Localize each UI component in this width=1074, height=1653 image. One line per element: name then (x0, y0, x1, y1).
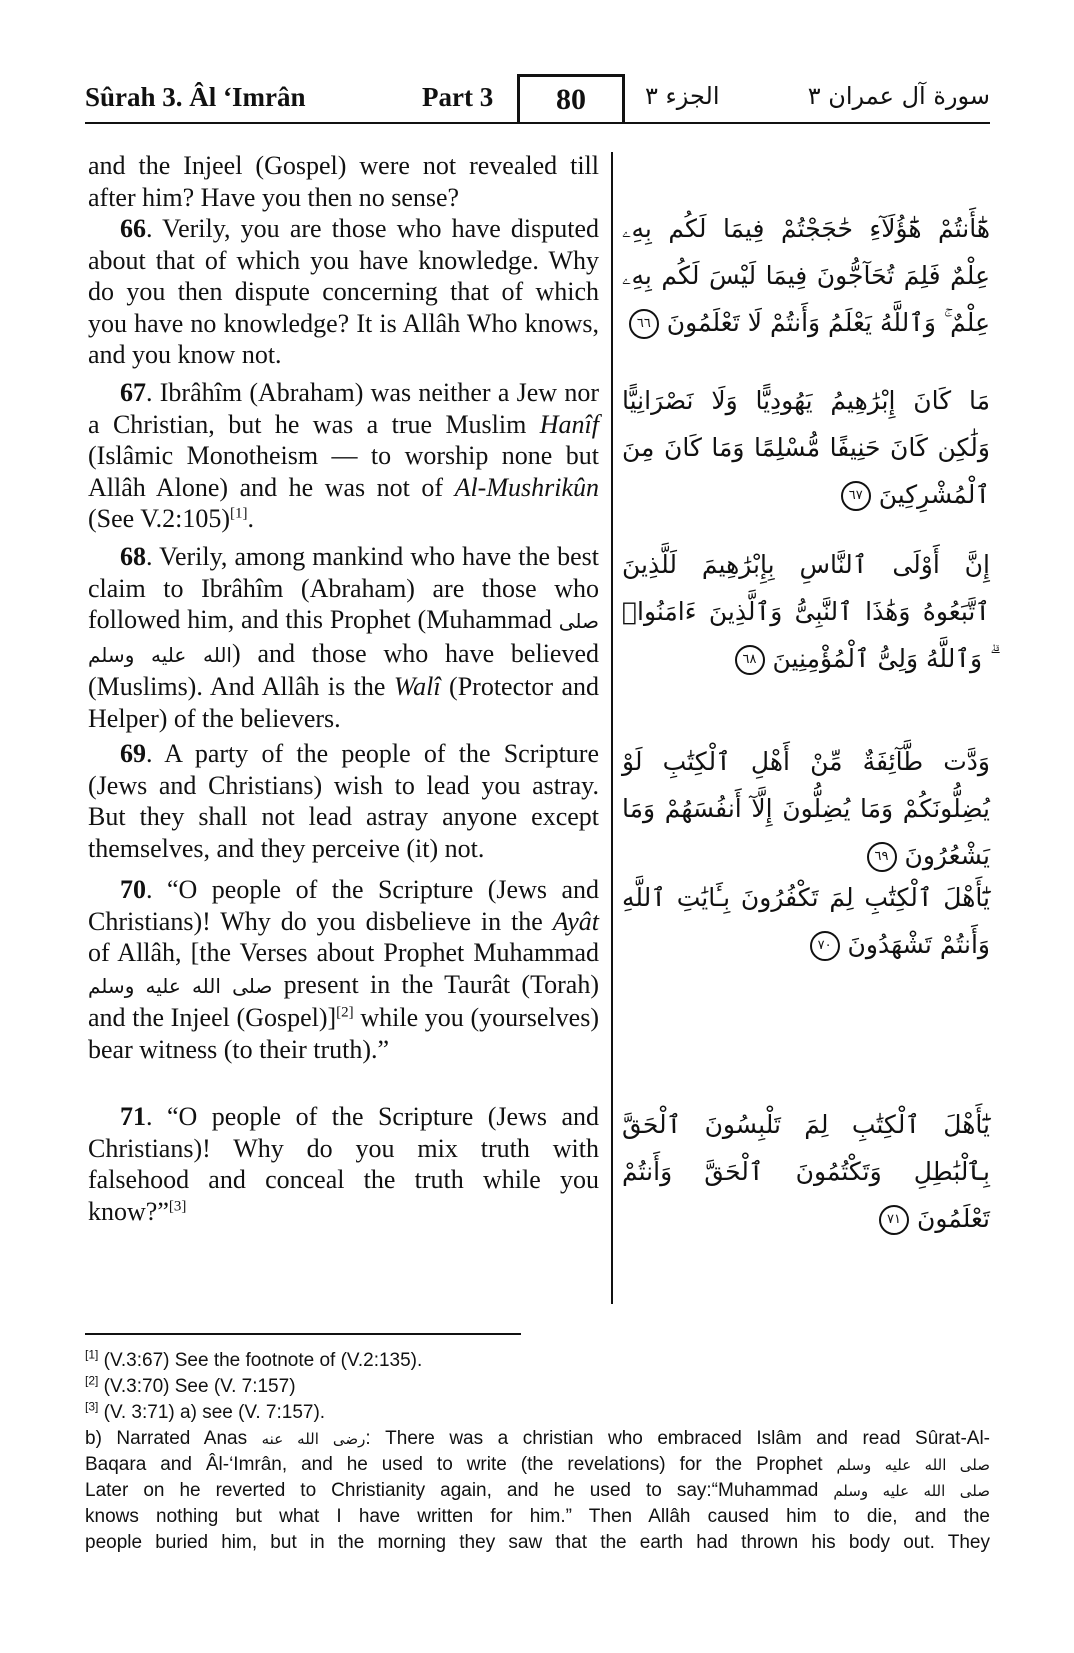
surah-title-en: Sûrah 3. Âl ‘Imrân (85, 82, 306, 112)
footnote-divider (85, 1333, 521, 1335)
part-label-ar: الجزء ٣ (645, 82, 720, 110)
verse-number: 68 (120, 542, 146, 571)
page-header (85, 72, 990, 122)
salutation-ar: صلى الله عليه وسلم (88, 973, 273, 998)
verse-70-arabic: يَٰٓأَهْلَ ٱلْكِتَٰبِ لِمَ تَكْفُرُونَ بِـَٔايَٰتِ ٱللَّهِ وَأَنتُمْ تَشْهَدُونَ ٧٠ (622, 883, 990, 959)
footnote-ref-3[interactable]: [3] (168, 1197, 187, 1214)
footnote-3: [3] (V. 3:71) a) see (V. 7:157). (85, 1399, 326, 1423)
verse-number: 69 (120, 739, 146, 768)
verse-number: 70 (120, 875, 146, 904)
salutation-ar: صلى الله عليه وسلم (88, 609, 599, 667)
page-number: 80 (517, 74, 625, 122)
ayah-number-marker: ٧٠ (810, 931, 840, 961)
ayah-number-marker: ٦٩ (867, 842, 897, 872)
term-wali: Walî (393, 672, 441, 701)
part-label-en: Part 3 (422, 82, 494, 112)
header-divider (85, 122, 990, 124)
footnotes (85, 1348, 990, 1556)
verse-number: 71 (120, 1102, 146, 1131)
verse-text: . A party of the people of the Scripture (Jews and Christians) wish to lead you astray. But they shall not lead astray anyone except themselves, and they perceive (it) not. (88, 739, 599, 863)
footnote-ref-2[interactable]: [2] (336, 1004, 354, 1021)
verse-69-translation (88, 738, 599, 864)
surah-title-ar: سورة آل عمران ٣ (807, 82, 990, 110)
verse-number: 67 (120, 378, 146, 407)
verse-68-translation: 68. Verily, among mankind who have the best claim to Ibrâhîm (Abraham) are those who followed him, and this Prophet (Muhammad صلى الله عليه وسلم) and those who have believed (Muslims). And Allâh is the Walî (Protector and Helper) of the believers. (88, 542, 599, 733)
term-hanif: Hanîf (539, 409, 599, 439)
term-ayat: Ayât (552, 906, 599, 936)
column-divider (611, 152, 613, 1304)
verse-number: 66 (120, 214, 146, 243)
verse-71-translation: 71. “O people of the Scripture (Jews and Christians)! Why do you mix truth with falsehood and conceal the truth while you know?”[3] (88, 1102, 599, 1226)
footnote-2: [2] (V.3:70) See (V. 7:157) (85, 1373, 296, 1397)
verse-65-continuation: and the Injeel (Gospel) were not revealed till after him? Have you then no sense? (88, 151, 599, 212)
ayah-number-marker: ٦٦ (629, 309, 659, 339)
verse-70-translation: 70. “O people of the Scripture (Jews and Christians)! Why do you disbelieve in the Ayât of Allâh, [the Verses about Prophet Muhammad صلى الله عليه وسلم present in the Taurât (Torah) and the Injeel (Gospel)][2] while you (yourselves) bear witness (to their truth).” (88, 875, 599, 1064)
verse-66-arabic: هَٰٓأَنتُمْ هَٰٓؤُلَآءِ حَٰجَجْتُمْ فِيمَا لَكُم بِهِۦ عِلْمٌ فَلِمَ تُحَآجُّونَ فِيمَا لَيْسَ لَكُم بِهِۦ عِلْمٌ ۚ وَٱللَّهُ يَعْلَمُ وَأَنتُمْ لَا تَعْلَمُونَ ٦٦ (622, 214, 990, 337)
verse-text: . Verily, you are those who have disputed about that of which you have knowledge. Why do you then dispute concerning that of which you have no knowledge? It is Allâh Who knows, and you know not. (88, 214, 599, 369)
footnote-1: [1] (V.3:67) See the footnote of (V.2:135). (85, 1347, 423, 1371)
ayah-number-marker: ٦٧ (841, 481, 871, 511)
ayah-number-marker: ٧١ (879, 1205, 909, 1235)
footnote-ref-1[interactable]: [1] (230, 505, 248, 522)
verse-68-arabic: إِنَّ أَوْلَى ٱلنَّاسِ بِإِبْرَٰهِيمَ لَلَّذِينَ ٱتَّبَعُوهُ وَهَٰذَا ٱلنَّبِىُّ وَٱلَّذِينَ ءَامَنُوا۟ ۗ وَٱللَّهُ وَلِىُّ ٱلْمُؤْمِنِينَ ٦٨ (622, 550, 990, 673)
verse-67-translation: 67. Ibrâhîm (Abraham) was neither a Jew nor a Christian, but he was a true Muslim Hanîf (Islâmic Monotheism — to worship none but Allâh Alone) and he was not of Al-Mushrikûn (See V.2:105)[1]. (88, 378, 599, 533)
verse-66-translation (88, 150, 599, 371)
verse-69-arabic: وَدَّت طَّآئِفَةٌ مِّنْ أَهْلِ ٱلْكِتَٰبِ لَوْ يُضِلُّونَكُمْ وَمَا يُضِلُّونَ إِلَّآ أَنفُسَهُمْ وَمَا يَشْعُرُونَ ٦٩ (622, 747, 990, 870)
verse-67-arabic: مَا كَانَ إِبْرَٰهِيمُ يَهُودِيًّا وَلَا نَصْرَانِيًّا وَلَٰكِن كَانَ حَنِيفًا مُّسْلِمًا وَمَا كَانَ مِنَ ٱلْمُشْرِكِينَ ٦٧ (622, 386, 990, 509)
verse-71-arabic: يَٰٓأَهْلَ ٱلْكِتَٰبِ لِمَ تَلْبِسُونَ ٱلْحَقَّ بِٱلْبَٰطِلِ وَتَكْتُمُونَ ٱلْحَقَّ وَأَنتُمْ تَعْلَمُونَ ٧١ (622, 1110, 990, 1233)
footnote-3b: b) Narrated Anas رضى الله عنه: There was a christian who embraced Islâm and read Sûrat-Al- Baqara and Âl-‘Imrân, and he used to write (the revelations) for the Prophet صلى الله عليه وسلم Later on he reverted to Christianity again, and he used to say:“Muhammad صلى الله عليه وسلم knows nothing but what I have written for him.” Then Allâh caused him to die, and the people buried him, but in the morning they saw that the earth had thrown his body out. They (85, 1428, 990, 1553)
ayah-number-marker: ٦٨ (735, 645, 765, 675)
term-mushrikun: Al-Mushrikûn (454, 472, 599, 502)
